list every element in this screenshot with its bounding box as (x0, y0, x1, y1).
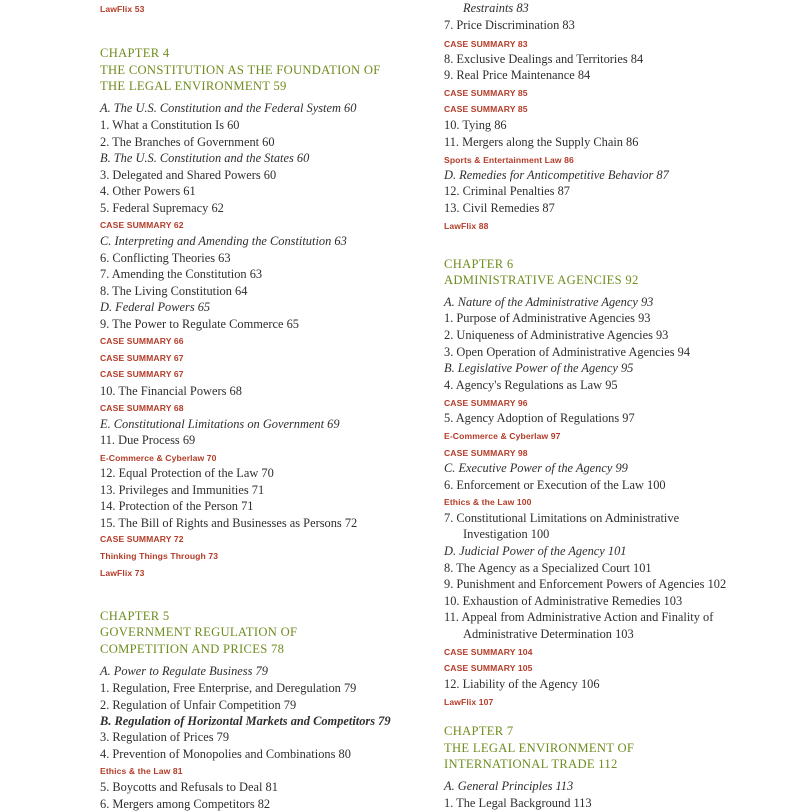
toc-entry: 5. Federal Supremacy 62 (100, 201, 224, 215)
section-heading: C. Executive Power of the Agency 99 (444, 461, 628, 475)
toc-entry: 6. Mergers among Competitors 82 (100, 797, 271, 811)
toc-entry: 12. Equal Protection of the Law 70 (100, 466, 274, 480)
toc-entry: 7. Price Discrimination 83 (444, 18, 575, 32)
toc-entry: 12. Criminal Penalties 87 (444, 184, 570, 198)
toc-entry: 4. Prevention of Monopolies and Combinations 80 (100, 747, 351, 761)
feature-tag: Ethics & the Law 100 (444, 497, 532, 507)
toc-entry: 13. Privileges and Immunities 71 (100, 483, 265, 497)
toc-entry: 15. The Bill of Rights and Businesses as Persons 72 (100, 516, 358, 530)
feature-tag: CASE SUMMARY 85 (444, 88, 528, 98)
toc-entry: 6. Conflicting Theories 63 (100, 251, 231, 265)
feature-tag: Sports & Entertainment Law 86 (444, 155, 574, 165)
toc-entry: 2. The Branches of Government 60 (100, 135, 275, 149)
feature-tag: CASE SUMMARY 98 (444, 448, 528, 458)
feature-tag: CASE SUMMARY 62 (100, 220, 184, 230)
feature-tag: LawFlix 88 (444, 221, 489, 231)
chapter-heading: CHAPTER 7 (444, 724, 514, 738)
toc-entry: 9. Punishment and Enforcement Powers of Agencies 102 (444, 577, 727, 591)
section-heading: D. Federal Powers 65 (100, 300, 211, 314)
toc-entry: 11. Due Process 69 (100, 433, 196, 447)
feature-tag: CASE SUMMARY 67 (100, 353, 184, 363)
toc-entry-continuation: Investigation 100 (463, 527, 550, 541)
feature-tag: CASE SUMMARY 83 (444, 39, 528, 49)
toc-entry: 3. Open Operation of Administrative Agencies 94 (444, 345, 691, 359)
feature-tag: E-Commerce & Cyberlaw 70 (100, 453, 217, 463)
chapter-heading: CHAPTER 4 (100, 46, 170, 60)
feature-tag: CASE SUMMARY 72 (100, 534, 184, 544)
feature-tag: LawFlix 73 (100, 568, 145, 578)
toc-entry: 10. The Financial Powers 68 (100, 384, 242, 398)
feature-tag: LawFlix 107 (444, 697, 494, 707)
section-heading: B. Legislative Power of the Agency 95 (444, 361, 634, 375)
section-heading: A. The U.S. Constitution and the Federal System 60 (100, 101, 357, 115)
chapter-heading: THE LEGAL ENVIRONMENT 59 (100, 79, 287, 93)
toc-entry: 5. Boycotts and Refusals to Deal 81 (100, 780, 278, 794)
feature-tag: Thinking Things Through 73 (100, 551, 219, 561)
chapter-heading: THE CONSTITUTION AS THE FOUNDATION OF (100, 63, 381, 77)
section-heading: A. General Principles 113 (444, 779, 574, 793)
chapter-heading: GOVERNMENT REGULATION OF (100, 625, 298, 639)
toc-entry: 10. Tying 86 (444, 118, 507, 132)
section-heading: B. The U.S. Constitution and the States 60 (100, 151, 310, 165)
toc-entry: 8. Exclusive Dealings and Territories 84 (444, 52, 644, 66)
toc-entry: 11. Mergers along the Supply Chain 86 (444, 135, 639, 149)
toc-entry: 1. The Legal Background 113 (444, 796, 592, 810)
chapter-heading: CHAPTER 5 (100, 609, 170, 623)
section-heading: D. Judicial Power of the Agency 101 (444, 544, 627, 558)
toc-entry: 4. Agency's Regulations as Law 95 (444, 378, 618, 392)
toc-entry: 7. Amending the Constitution 63 (100, 267, 263, 281)
section-heading: A. Power to Regulate Business 79 (100, 664, 268, 678)
toc-entry: 6. Enforcement or Execution of the Law 100 (444, 478, 666, 492)
toc-entry: 7. Constitutional Limitations on Administrative (444, 511, 680, 525)
toc-entry: 4. Other Powers 61 (100, 184, 196, 198)
chapter-heading: CHAPTER 6 (444, 257, 514, 271)
toc-entry: 3. Regulation of Prices 79 (100, 730, 230, 744)
chapter-heading: ADMINISTRATIVE AGENCIES 92 (444, 273, 639, 287)
toc-entry: 5. Agency Adoption of Regulations 97 (444, 411, 635, 425)
toc-entry: 1. Regulation, Free Enterprise, and Deregulation 79 (100, 681, 357, 695)
toc-entry: 9. Real Price Maintenance 84 (444, 68, 591, 82)
feature-tag: CASE SUMMARY 104 (444, 647, 533, 657)
toc-entry: 13. Civil Remedies 87 (444, 201, 555, 215)
feature-tag: CASE SUMMARY 66 (100, 336, 184, 346)
feature-tag: CASE SUMMARY 105 (444, 663, 533, 673)
section-heading: C. Interpreting and Amending the Constitution 63 (100, 234, 347, 248)
section-heading: D. Remedies for Anticompetitive Behavior 87 (444, 168, 669, 182)
toc-entry: 14. Protection of the Person 71 (100, 499, 254, 513)
section-heading: E. Constitutional Limitations on Government 69 (100, 417, 340, 431)
feature-tag: Ethics & the Law 81 (100, 766, 183, 776)
toc-entry: 2. Regulation of Unfair Competition 79 (100, 698, 297, 712)
feature-tag: E-Commerce & Cyberlaw 97 (444, 431, 561, 441)
section-heading: Restraints 83 (463, 1, 529, 15)
toc-entry: 1. What a Constitution Is 60 (100, 118, 240, 132)
feature-tag: CASE SUMMARY 96 (444, 398, 528, 408)
toc-entry: 9. The Power to Regulate Commerce 65 (100, 317, 300, 331)
toc-entry: 3. Delegated and Shared Powers 60 (100, 168, 277, 182)
feature-tag: CASE SUMMARY 85 (444, 104, 528, 114)
chapter-heading: THE LEGAL ENVIRONMENT OF (444, 741, 635, 755)
toc-entry: 2. Uniqueness of Administrative Agencies 93 (444, 328, 669, 342)
toc-entry: 1. Purpose of Administrative Agencies 93 (444, 311, 651, 325)
chapter-heading: INTERNATIONAL TRADE 112 (444, 757, 618, 771)
toc-entry-continuation: Administrative Determination 103 (463, 627, 634, 641)
section-heading: A. Nature of the Administrative Agency 93 (444, 295, 654, 309)
toc-entry: 8. The Living Constitution 64 (100, 284, 248, 298)
toc-entry: 11. Appeal from Administrative Action and Finality of (444, 610, 714, 624)
toc-entry: 10. Exhaustion of Administrative Remedies 103 (444, 594, 683, 608)
feature-tag: CASE SUMMARY 68 (100, 403, 184, 413)
feature-tag: LawFlix 53 (100, 4, 145, 14)
toc-entry: 8. The Agency as a Specialized Court 101 (444, 561, 652, 575)
chapter-heading: COMPETITION AND PRICES 78 (100, 642, 285, 656)
toc-entry: 12. Liability of the Agency 106 (444, 677, 600, 691)
feature-tag: CASE SUMMARY 67 (100, 369, 184, 379)
section-heading: B. Regulation of Horizontal Markets and Competitors 79 (100, 714, 391, 728)
